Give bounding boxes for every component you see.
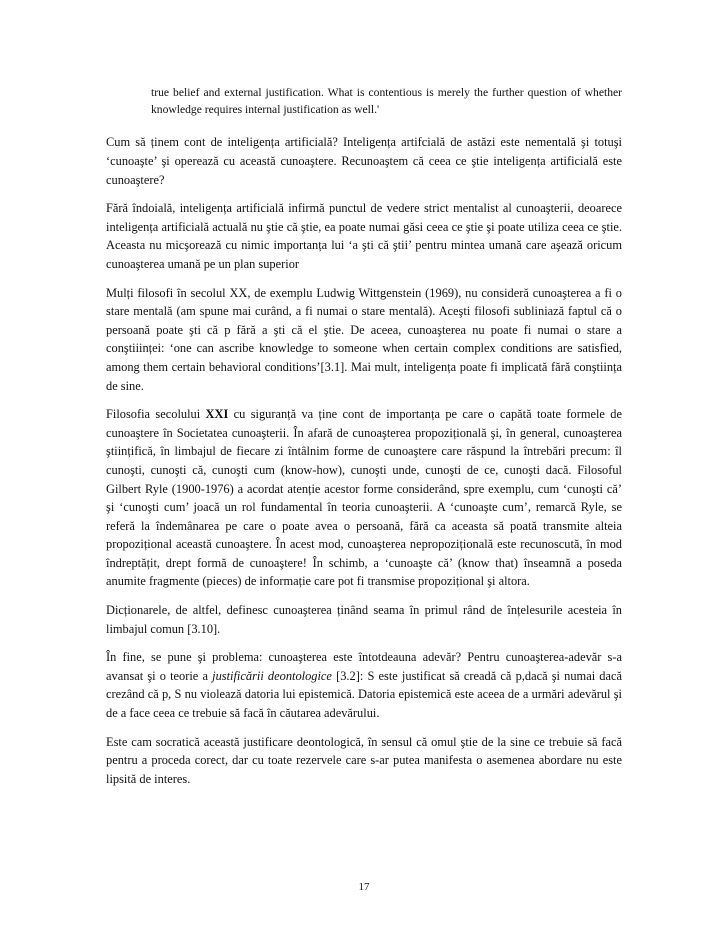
page-number: 17 xyxy=(358,881,370,893)
paragraph-dictionaries: Dicționarele, de altfel, definesc cunoaşterea ținând seama în primul rând de înțelesurile acesteia în limbajul comun [3.10]. xyxy=(106,603,622,636)
text-run: [3.2]: S este justificat să creadă că p,dacă şi numai dacă crezând că p, S nu violează datoria lui epistemică. Datoria epistemică este aceea de a urmări adevărul şi de a face ceea ce trebuie să facă în căutarea adevărului. xyxy=(106,668,622,721)
paragraph-twenty-first-century-philosophy xyxy=(106,405,622,591)
paragraph-artificial-intelligence-question: Cum să ținem cont de inteligența artificială? Inteligența artifcială de astăzi este nementală şi totuşi ‘cunoaşte’ şi operează cu această cunoaştere. Recunoaştem că ceea ce ştie inteligența artificială este cunoaştere? xyxy=(106,135,622,187)
paragraph-twentieth-century-philosophers: Mulți filosofi în secolul XX, de exemplu Ludwig Wittgenstein (1969), nu consideră cunoaşterea a fi o stare mentală (am spune mai curând, a fi numai o stare mentală). Aceşti filosofi subliniază faptul că o persoană poate şti că p fără a şti că el ştie. De aceea, cunoaşterea nu poate fi numai o stare a conştiiinței: ‘one can ascribe knowledge to someone when certain complex conditions are satisfied, among them certain behavioral conditions’[3.1]. Mai mult, inteligența poate fi implicată fără conştiința de sine. xyxy=(106,285,622,393)
block-quote: true belief and external justification. What is contentious is merely the further question of whether knowledge requires internal justification as well.' xyxy=(151,86,622,117)
text-run: cu siguranță va ține cont de importanța pe care o capătă toate formele de cunoaştere în Societatea cunoaşterii. În afară de cunoaşterea propozițională şi, în general, cunoaşterea ştiințifică, în limbajul de fiecare zi întâlnim forme de cunoaştere care răspund la întrebări precum: îl cunoşti, cunoşti că, cunoşti cum (know-how), cunoşti unde, cunoşti de ce, cunoşti dacă. Filosoful Gilbert Ryle (1900-1976) a acordat atenție acestor forme considerând, spre exemplu, cum ‘cunoşti că’ şi ‘cunoşti cum’ joacă un rol fundamental în teoria cunoaşterii. A ‘cunoaşte cum’, remarcă Ryle, se referă la îndemânarea pe care o poate avea o persoană, fără ca aceasta să poată transmite alteia propozițional această cunoaştere. În acest mod, cunoaşterea nepropozițională este recunoscută, în mod îndreptățit, drept formă de cunoaştere! În schimb, a ‘cunoaşte că’ (know that) înseamnă a poseda anumite fragmente (pieces) de informație care pot fi transmise propozițional şi altora. xyxy=(106,407,622,589)
text-run: Filosofia secolului xyxy=(106,407,206,422)
paragraph-socratic-conclusion: Este cam socratică această justificare deontologică, în sensul că omul ştie de la sine ce trebuie să facă pentru a proceda corect, dar cu toate rezervele care s-ar putea manifesta o asemenea abordare nu este lipsită de interes. xyxy=(106,734,622,786)
italic-term: justificării deontologice xyxy=(212,668,332,683)
page-content xyxy=(106,84,622,798)
paragraph-deontological-justification xyxy=(106,648,622,722)
text-run: În fine, se pune şi problema: cunoaşterea este întotdeauna adevăr? Pentru cunoaşterea-adevăr s-a avansat şi o teorie a xyxy=(106,650,622,683)
paragraph-mentalist-view: Fără îndoială, inteligența artificială infirmă punctul de vedere strict mentalist al cunoaşterii, deoarece inteligența artificială actuală nu ştie că ştie, ea poate numai găsi ceea ce ştie şi poate utiliza ceea ce ştie. Aceasta nu micşorează cu nimic importanța lui ‘a şti că ştii’ pentru mintea umană care aşează oricum cunoaşterea umană pe un plan superior xyxy=(106,201,622,271)
bold-century: XXI xyxy=(205,407,229,422)
